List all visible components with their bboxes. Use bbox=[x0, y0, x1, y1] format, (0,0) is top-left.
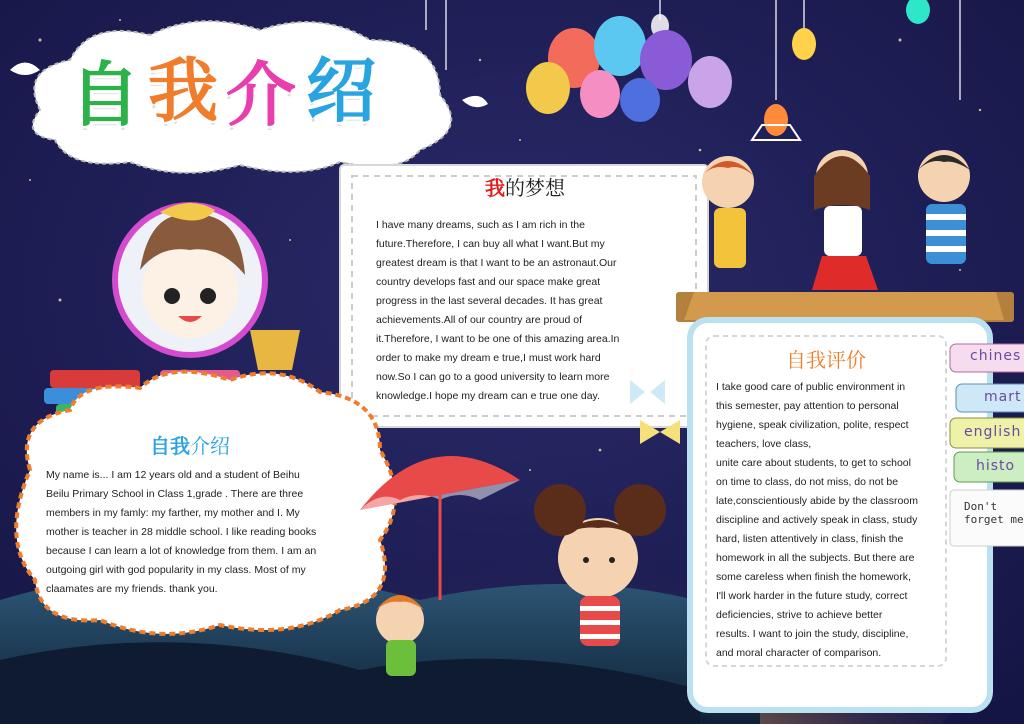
intro-title-bold: 自我 bbox=[150, 434, 190, 458]
dream-line: I have many dreams, such as I am rich in the bbox=[376, 219, 585, 231]
evaluation-line: on time to class, do not miss, do not be bbox=[716, 476, 899, 488]
dream-line: knowledge.I hope my dream can e true one day. bbox=[376, 390, 600, 402]
evaluation-line: and moral character of comparison. bbox=[716, 647, 882, 659]
note-line: forget me bbox=[964, 513, 1024, 526]
evaluation-line: hard, listen attentively in class, finish the bbox=[716, 533, 904, 545]
title-char-3: 介 bbox=[226, 54, 296, 136]
dream-line: now.So I can go to a good university to learn more bbox=[376, 371, 610, 383]
evaluation-line: discipline and actively speak in class, study bbox=[716, 514, 918, 526]
intro-title bbox=[150, 430, 230, 459]
evaluation-line: this semester, pay attention to personal bbox=[716, 400, 899, 412]
intro-line: members in my famly: my farther, my mother and I. My bbox=[46, 507, 300, 519]
intro-line: because I can learn a lot of knowledge from them. I am an bbox=[46, 545, 317, 557]
intro-title-rest: 介绍 bbox=[190, 434, 230, 458]
intro-line: outgoing girl with god popularity in my class. Most of my bbox=[46, 564, 306, 576]
intro-text bbox=[46, 466, 354, 599]
evaluation-line: homework in all the subjects. But there are bbox=[716, 552, 915, 564]
evaluation-line: deficiencies, strive to achieve better bbox=[716, 609, 883, 621]
dream-line: order to make my dream e true,I must work hard bbox=[376, 352, 601, 364]
intro-line: My name is... I am 12 years old and a student of Beihu bbox=[46, 469, 300, 481]
evaluation-line: late,conscientiously abide by the classroom bbox=[716, 495, 918, 507]
intro-line: claamates are my friends. thank you. bbox=[46, 583, 218, 595]
dream-line: achievements.All of our country are proud of bbox=[376, 314, 583, 326]
evaluation-title: 自我评价 bbox=[786, 348, 866, 372]
dream-line: future.Therefore, I can buy all what I want.But my bbox=[376, 238, 605, 250]
dream-title bbox=[362, 172, 688, 201]
note-line: Don't bbox=[964, 500, 998, 513]
evaluation-line: I take good care of public environment in bbox=[716, 381, 906, 393]
intro-line: Beilu Primary School in Class 1,grade . There are three bbox=[46, 488, 304, 500]
dream-line: country develops fast and our space make great bbox=[376, 276, 601, 288]
side-tag-chinese: chines bbox=[970, 348, 1022, 364]
dream-line: progress in the last several decades. It has great bbox=[376, 295, 603, 307]
side-tag-english: english bbox=[964, 424, 1022, 440]
title-char-1: 自 bbox=[70, 54, 140, 136]
dream-title-rest: 的梦想 bbox=[505, 176, 565, 200]
title-char-4: 绍 bbox=[306, 50, 376, 132]
dream-text bbox=[376, 216, 648, 406]
dream-title-highlight: 我 bbox=[485, 176, 505, 200]
dream-panel bbox=[362, 178, 688, 418]
dream-line: greatest dream is that I want to be an astronaut.Our bbox=[376, 257, 617, 269]
evaluation-text bbox=[716, 378, 944, 663]
evaluation-line: teachers, love class, bbox=[716, 438, 812, 450]
evaluation-line: results. I want to join the study, discipline, bbox=[716, 628, 909, 640]
evaluation-line: I'll work harder in the future study, correct bbox=[716, 590, 908, 602]
evaluation-line: unite care about students, to get to school bbox=[716, 457, 911, 469]
evaluation-line: some careless when finish the homework, bbox=[716, 571, 911, 583]
sticky-note bbox=[964, 500, 1024, 526]
title-char-2: 我 bbox=[148, 50, 218, 132]
side-tag-history: histo bbox=[976, 458, 1016, 474]
intro-line: mother is teacher in 28 middle school. I like reading books bbox=[46, 526, 317, 538]
dream-line: it.Therefore, I want to be one of this amazing area.In bbox=[376, 333, 620, 345]
side-tag-math: mart bbox=[984, 389, 1022, 405]
evaluation-line: hygiene, speak civilization, polite, respect bbox=[716, 419, 909, 431]
